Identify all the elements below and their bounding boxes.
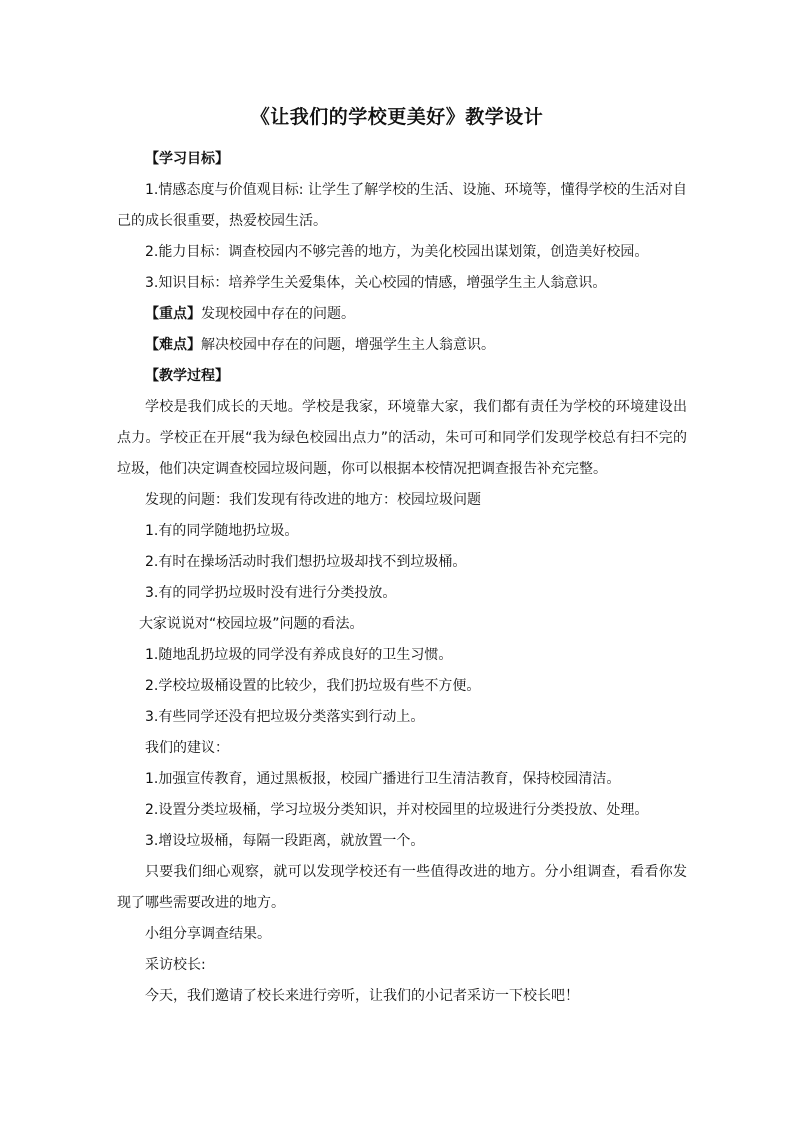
key-point-label: 【重点】 [145,306,201,322]
suggest-3: 3.增设垃圾桶，每隔一段距离，就放置一个。 [145,833,425,849]
problem-1: 1.有的同学随地扔垃圾。 [145,523,299,539]
process-heading: 【教学过程】 [145,368,229,384]
goal-1: 1.情感态度与价值观目标: 让学生了解学校的生活、设施、环境等，懂得学校的生活对自己的成长很重要，热爱校园生活。 [117,182,687,229]
intro-paragraph: 学校是我们成长的天地。学校是我家，环境靠大家，我们都有责任为学校的环境建设出点力。学校正在开展“我为绿色校园出点力”的活动，朱可可和同学们发现学校总有扫不完的垃圾，他们决定调查校园垃圾问题，你可以根据本校情况把调查报告补充完整。 [117,399,687,477]
document-title: 《让我们的学校更美好》教学设计 [250,106,544,128]
problem-2: 2.有时在操场活动时我们想扔垃圾却找不到垃圾桶。 [145,554,467,570]
observe-paragraph: 只要我们细心观察，就可以发现学校还有一些值得改进的地方。分小组调查，看看你发现了哪些需要改进的地方。 [117,864,687,911]
suggest-heading: 我们的建议： [145,740,229,756]
problem-3: 3.有的同学扔垃圾时没有进行分类投放。 [145,585,397,601]
key-point [117,299,687,330]
suggest-1: 1.加强宣传教育，通过黑板报，校园广播进行卫生清洁教育，保持校园清洁。 [145,771,621,787]
opinion-intro: 大家说说对“校园垃圾”问题的看法。 [139,616,364,632]
opinion-1: 1.随地乱扔垃圾的同学没有养成良好的卫生习惯。 [145,647,453,663]
difficulty-text: 解决校园中存在的问题，增强学生主人翁意识。 [201,337,495,353]
goal-3: 3.知识目标：培养学生关爱集体，关心校园的情感，增强学生主人翁意识。 [145,275,607,291]
key-point-text: 发现校园中存在的问题。 [201,306,355,322]
difficulty-point [117,330,687,361]
interview-heading: 采访校长: [145,957,206,973]
goal-2: 2.能力目标：调查校园内不够完善的地方，为美化校园出谋划策，创造美好校园。 [145,244,649,260]
goals-heading: 【学习目标】 [145,151,229,167]
problem-found: 发现的问题：我们发现有待改进的地方：校园垃圾问题 [145,492,481,508]
opinion-2: 2.学校垃圾桶设置的比较少，我们扔垃圾有些不方便。 [145,678,481,694]
difficulty-label: 【难点】 [145,337,201,353]
document-body [117,144,687,1012]
interview-paragraph: 今天，我们邀请了校长来进行旁听，让我们的小记者采访一下校长吧！ [145,988,579,1004]
share-paragraph: 小组分享调查结果。 [145,926,271,942]
opinion-3: 3.有些同学还没有把垃圾分类落实到行动上。 [145,709,425,725]
suggest-2: 2.设置分类垃圾桶，学习垃圾分类知识，并对校园里的垃圾进行分类投放、处理。 [145,802,649,818]
